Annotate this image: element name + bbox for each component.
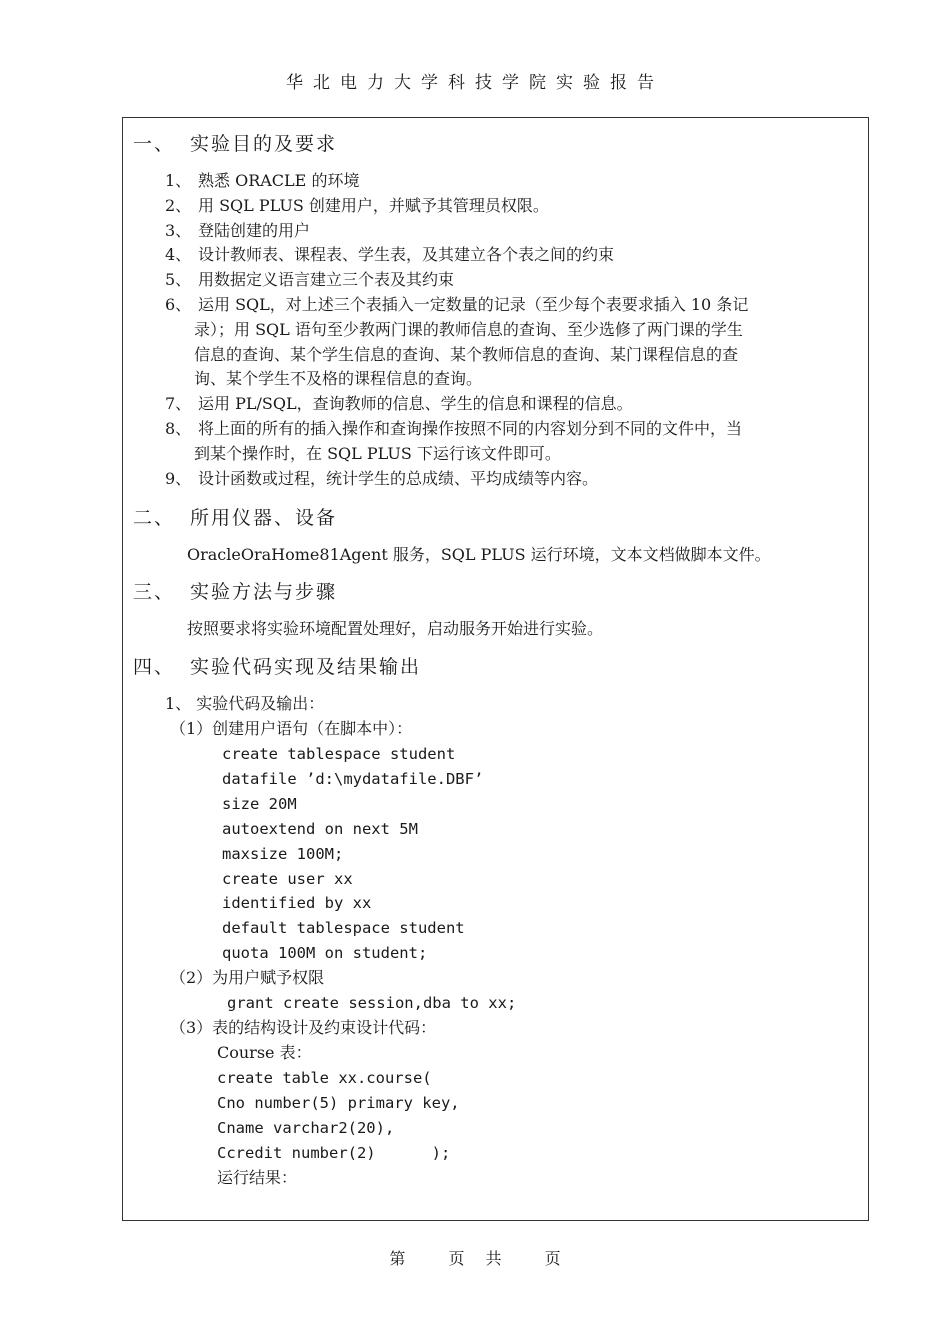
requirement-text: 熟悉 ORACLE 的环境: [198, 171, 360, 190]
section-3-number: 三、: [133, 581, 176, 603]
requirement-text: 用数据定义语言建立三个表及其约束: [198, 270, 455, 290]
code-line: autoextend on next 5M: [222, 819, 418, 838]
requirement-text: 运用 SQL，对上述三个表插入一定数量的记录（至少每个表要求插入 10 条记: [198, 295, 749, 314]
requirement-text: 用 SQL PLUS 创建用户，并赋予其管理员权限。: [198, 195, 549, 215]
report-header: 华北电力大学科技学院实验报告: [286, 73, 664, 93]
code-line: quota 100M on student;: [222, 944, 428, 963]
equipment-text: OracleOraHome81Agent 服务，SQL PLUS 运行环境，文本文档做脚本文件。: [187, 545, 771, 564]
requirement-text: 设计教师表、课程表、学生表，及其建立各个表之间的约束: [198, 245, 615, 265]
section-1-title: 实验目的及要求: [190, 133, 338, 155]
step-1-label: （1）创建用户语句（在脚本中）：: [170, 719, 413, 738]
section-4-number: 四、: [133, 656, 176, 678]
code-line: Cno number(5) primary key,: [217, 1094, 460, 1112]
requirement-number: 3、: [165, 220, 192, 240]
code-line: create table xx.course(: [217, 1069, 432, 1087]
footer-total-prefix: 共: [485, 1249, 502, 1268]
footer-page-unit: 页: [448, 1249, 465, 1268]
code-line: create tablespace student: [222, 745, 456, 763]
code-line: default tablespace student: [222, 919, 465, 938]
requirement-number: 9、: [165, 468, 192, 488]
grant-code: grant create session,dba to xx;: [227, 994, 517, 1012]
step-3-label: （3）表的结构设计及约束设计代码：: [170, 1018, 437, 1037]
requirement-number: 8、: [165, 419, 192, 438]
requirement-number: 1、: [165, 171, 192, 190]
section-2-number: 二、: [133, 507, 176, 529]
section-2-title: 所用仪器、设备: [190, 507, 338, 529]
requirement-text: 运用 PL/SQL，查询教师的信息、学生的信息和课程的信息。: [198, 394, 633, 414]
code-line: identified by xx: [222, 894, 372, 913]
code-line: size 20M: [222, 794, 297, 813]
section-1-number: 一、: [133, 133, 176, 155]
method-text: 按照要求将实验环境配置处理好，启动服务开始进行实验。: [187, 619, 604, 638]
requirement-number: 5、: [165, 270, 192, 290]
footer-page-prefix: 第: [389, 1249, 406, 1268]
footer-total-unit: 页: [544, 1249, 561, 1268]
section-4-title: 实验代码实现及结果输出: [190, 656, 422, 678]
requirement-text: 信息的查询、某个学生信息的查询、某个教师信息的查询、某门课程信息的查: [194, 344, 739, 364]
requirement-number: 7、: [165, 394, 192, 414]
code-line: Ccredit number(2) );: [217, 1144, 451, 1162]
requirement-text: 录）；用 SQL 语句至少教两门课的教师信息的查询、至少选修了两门课的学生: [194, 319, 743, 339]
code-line: Cname varchar2(20),: [217, 1119, 395, 1137]
requirement-number: 2、: [165, 195, 192, 215]
step-2-label: （2）为用户赋予权限: [170, 968, 325, 987]
code-line: maxsize 100M;: [222, 844, 344, 863]
requirement-number: 6、: [165, 295, 192, 314]
requirement-text: 到某个操作时，在 SQL PLUS 下运行该文件即可。: [194, 443, 561, 463]
code-line: datafile ’d:\mydatafile.DBF’: [222, 769, 484, 788]
requirement-text: 登陆创建的用户: [198, 220, 311, 240]
page-footer: [0, 1246, 950, 1269]
requirement-text: 将上面的所有的插入操作和查询操作按照不同的内容划分到不同的文件中，当: [198, 419, 743, 438]
section-3-title: 实验方法与步骤: [190, 581, 338, 603]
code-subheading: 1、 实验代码及输出：: [165, 694, 325, 713]
requirement-text: 询、某个学生不及格的课程信息的查询。: [194, 369, 483, 389]
result-label: 运行结果：: [217, 1168, 298, 1187]
code-line: create user xx: [222, 869, 353, 888]
requirement-text: 设计函数或过程，统计学生的总成绩、平均成绩等内容。: [198, 468, 599, 488]
requirement-number: 4、: [165, 245, 192, 265]
course-table-label: Course 表：: [217, 1043, 312, 1062]
